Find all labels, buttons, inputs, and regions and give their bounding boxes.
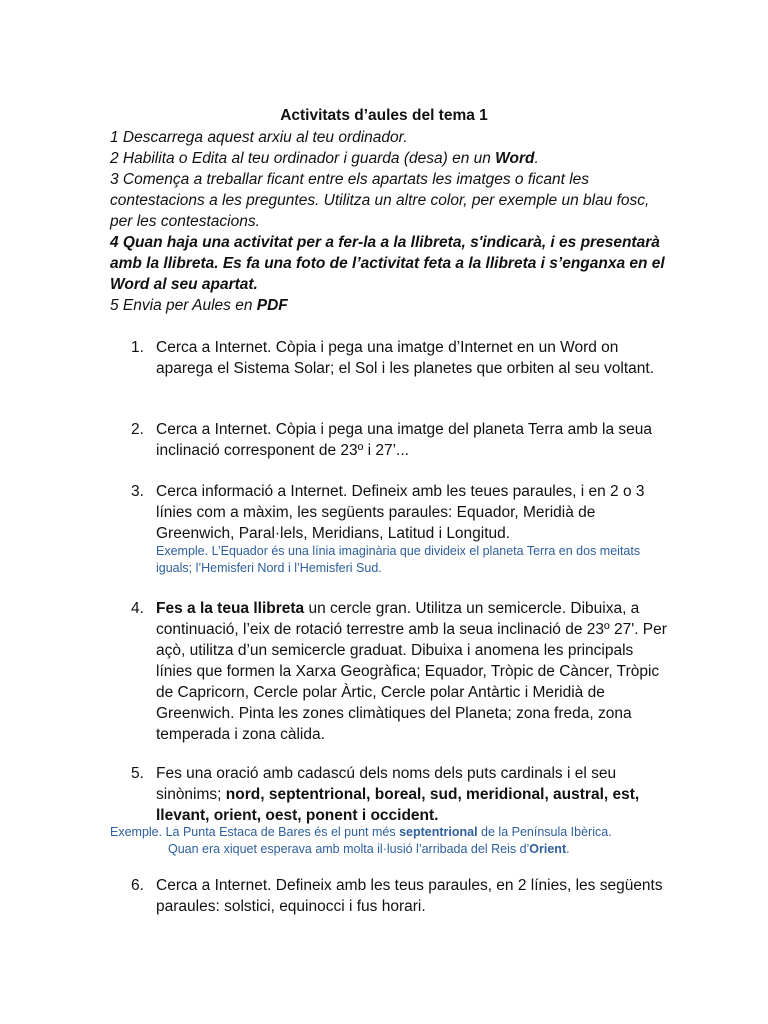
instruction-3: 3 Comença a treballar ficant entre els apartats les imatges o ficant les contestacions a les preguntes. Utilitza un altre color, per exemple un blau fosc, per les contestacions. [110,171,650,230]
activity-5-text: Fes una oració amb cadascú dels noms dels puts cardinals i el seu sinònims; [156,765,617,803]
instruction-5-text: 5 Envia per Aules en [110,297,257,314]
instruction-4: 4 Quan haja una activitat per a fer-la a la llibreta, s'indicarà, i es presentarà amb la llibreta. Es fa una foto de l’activitat feta a la llibreta i s’enganxa en el Word al seu apartat. [110,234,665,293]
activity-4 [131,598,671,745]
instruction-5-bold: PDF [256,297,288,314]
activity-text [156,598,671,745]
activity-number: 2. [131,421,144,438]
activity-2 [131,419,671,461]
activity-number: 4. [131,600,144,617]
activity-number: 1. [131,339,144,356]
activity-1 [131,337,671,379]
example-end: . [566,842,570,856]
instruction-2 [110,148,670,169]
activity-4-bold: Fes a la teua llibreta [156,600,305,617]
example-text: Exemple. La Punta Estaca de Bares és el punt més [110,825,400,839]
example-bold: septentrional [399,825,478,839]
activity-number: 3. [131,483,144,500]
activity-5-bold: nord, septentrional, boreal, sud, meridional, austral, est, llevant, orient, oest, ponent i occident. [156,786,640,824]
activity-text: Cerca a Internet. Còpia i pega una imatge del planeta Terra amb la seua inclinació corresponent de 23º i 27’... [156,421,653,459]
activity-3 [131,481,671,544]
activity-3-example: Exemple. L’Equador és una línia imaginària que divideix el planeta Terra en dos meitats iguals; l’Hemisferi Nord i l’Hemisferi Sud. [156,544,641,575]
activity-5 [131,763,671,826]
activity-text: Cerca a Internet. Còpia i pega una imatge d’Internet en un Word on aparega el Sistema Solar; el Sol i les planetes que orbiten al seu voltant. [156,339,655,377]
document-title: Activitats d’aules del tema 1 [280,107,488,124]
activity-text: Cerca informació a Internet. Defineix amb les teues paraules, i en 2 o 3 línies com a màxim, les següents paraules: Equador, Meridià de Greenwich, Paral·lels, Meridians, Latitud i Longitud. [156,483,645,542]
activity-6 [131,875,671,917]
instruction-2-end: . [534,150,539,167]
instruction-5 [110,295,670,316]
activity-5-example-1 [110,824,670,841]
example-text: Quan era xiquet esperava amb molta il·lusió l’arribada del Reis d’ [168,842,530,856]
activity-number: 5. [131,765,144,782]
activity-number: 6. [131,877,144,894]
example-end: de la Península Ibèrica. [477,825,612,839]
activity-text: Cerca a Internet. Defineix amb les teus paraules, en 2 línies, les següents paraules: solstici, equinocci i fus horari. [156,877,663,915]
instruction-1: 1 Descarrega aquest arxiu al teu ordinador. [110,129,408,146]
activity-5-example-2 [168,841,708,858]
activity-text [156,763,671,826]
instruction-2-bold: Word [495,150,535,167]
instructions [110,127,670,316]
example-bold: Orient [529,842,567,856]
instruction-2-text: 2 Habilita o Edita al teu ordinador i guarda (desa) en un [110,150,496,167]
activity-4-rest: un cercle gran. Utilitza un semicercle. Dibuixa, a continuació, l’eix de rotació terrestre amb la seua inclinació de 23º 27'. Per açò, utilitza d’un semicercle graduat. Dibuixa i anomena les principals línies que formen la Xarxa Geogràfica; Equador, Tròpic de Càncer, Tròpic de Capricorn, Cercle polar Àrtic, Cercle polar Antàrtic i Meridià de Greenwich. Pinta les zones climàtiques del Planeta; zona freda, zona temperada i zona càlida. [156,600,667,743]
